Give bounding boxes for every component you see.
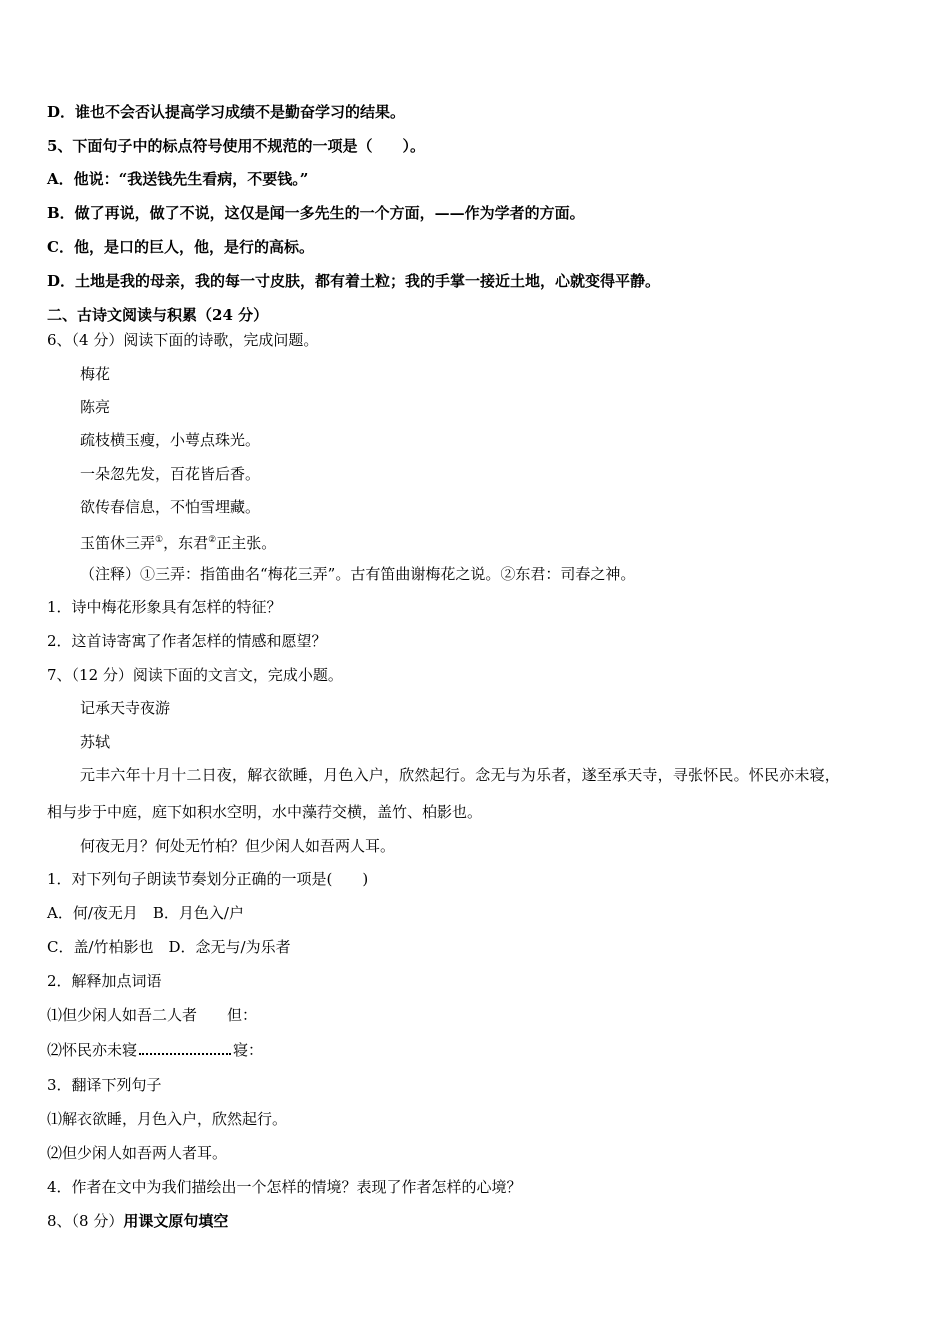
q6-poem-author: 陈亮 xyxy=(80,398,111,416)
q7-sub-2-item-2-text: ⑵怀民亦未寝 xyxy=(47,1041,138,1059)
q7-passage-title: 记承天寺夜游 xyxy=(80,699,171,717)
q7-sub-3: 3．翻译下列句子 xyxy=(47,1076,162,1094)
q6-poem-line-2: 一朵忽先发，百花皆后香。 xyxy=(80,465,261,483)
q6-line4-part-c: 正主张。 xyxy=(216,534,277,552)
q7-sub-1-options-cd: C．盖/竹柏影也 D．念无与/为乐者 xyxy=(47,938,291,956)
footnote-marker-2: ② xyxy=(208,535,217,545)
q5-option-a: A．他说：“我送钱先生看病，不要钱。” xyxy=(47,170,309,188)
q6-line4-part-b: ，东君 xyxy=(163,534,209,552)
q6-line4-part-a: 玉笛休三弄 xyxy=(80,534,156,552)
q6-poem-title: 梅花 xyxy=(80,365,111,383)
q7-stem: 7、（12 分）阅读下面的文言文，完成小题。 xyxy=(47,666,343,684)
q4-option-d: D．谁也不会否认提高学习成绩不是勤奋学习的结果。 xyxy=(47,103,406,121)
q8-heading xyxy=(47,1211,920,1231)
section2-heading: 二、古诗文阅读与积累（24 分） xyxy=(47,306,269,324)
q6-poem-line-4 xyxy=(80,530,920,553)
q7-sub-1: 1．对下列句子朗读节奏划分正确的一项是( ) xyxy=(47,870,369,888)
q7-passage-para2: 何夜无月？何处无竹柏？但少闲人如吾两人耳。 xyxy=(80,837,396,855)
q7-sub-2-item-2 xyxy=(47,1040,920,1060)
q7-sub-3-item-1: ⑴解衣欲睡，月色入户，欣然起行。 xyxy=(47,1110,288,1128)
q7-sub-4: 4．作者在文中为我们描绘出一个怎样的情境？表现了作者怎样的心境？ xyxy=(47,1178,522,1196)
q5-stem: 5、下面句子中的标点符号使用不规范的一项是（ ）。 xyxy=(47,137,425,155)
q7-passage-para1-line2: 相与步于中庭，庭下如积水空明，水中藻荇交横，盖竹、柏影也。 xyxy=(47,803,483,821)
q7-sub-2-item-2-label: 寝： xyxy=(233,1041,264,1059)
q7-passage-author: 苏轼 xyxy=(80,733,111,751)
emphasis-dots xyxy=(139,1043,231,1055)
q6-poem-line-3: 欲传春信息，不怕雪埋藏。 xyxy=(80,498,261,516)
q6-stem: 6、（4 分）阅读下面的诗歌，完成问题。 xyxy=(47,331,319,349)
q6-sub-2: 2．这首诗寄寓了作者怎样的情感和愿望？ xyxy=(47,632,327,650)
q5-option-d: D．土地是我的母亲，我的每一寸皮肤，都有着土粒；我的手掌一接近土地，心就变得平静。 xyxy=(47,272,661,290)
q7-sub-2: 2．解释加点词语 xyxy=(47,972,162,990)
q8-title: 用课文原句填空 xyxy=(123,1212,229,1230)
q6-sub-1: 1．诗中梅花形象具有怎样的特征？ xyxy=(47,598,282,616)
q6-note: （注释）①三弄：指笛曲名“梅花三弄”。古有笛曲谢梅花之说。②东君：司春之神。 xyxy=(80,565,636,583)
q8-number: 8、（8 分） xyxy=(47,1212,124,1230)
q7-sub-2-item-1: ⑴但少闲人如吾二人者 但： xyxy=(47,1006,258,1024)
footnote-marker-1: ① xyxy=(155,535,164,545)
q7-passage-para1-line1: 元丰六年十月十二日夜，解衣欲睡，月色入户，欣然起行。念无与为乐者，遂至承天寺，寻张怀民。怀民亦未寝， xyxy=(80,766,841,784)
q5-option-b: B．做了再说，做了不说，这仅是闻一多先生的一个方面，——作为学者的方面。 xyxy=(47,204,585,222)
q7-sub-3-item-2: ⑵但少闲人如吾两人者耳。 xyxy=(47,1144,228,1162)
q7-sub-1-options-ab: A．何/夜无月 B．月色入/户 xyxy=(47,904,244,922)
q5-option-c: C．他，是口的巨人，他，是行的高标。 xyxy=(47,238,314,256)
q6-poem-line-1: 疏枝横玉瘦，小萼点珠光。 xyxy=(80,431,261,449)
